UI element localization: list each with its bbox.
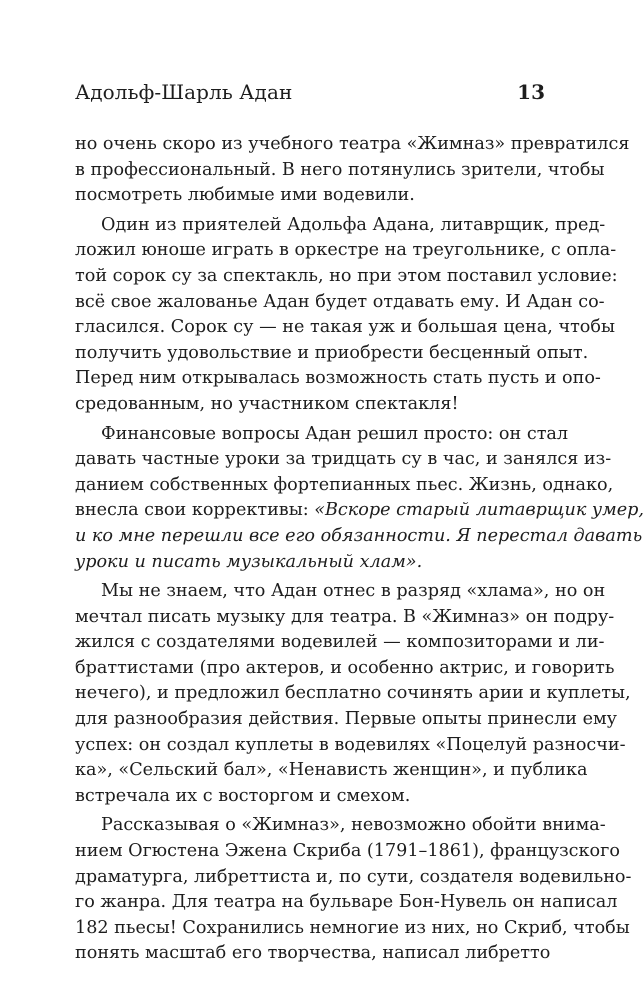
text-line: той сорок су за спектакль, но при этом поставил условие: xyxy=(75,265,618,286)
running-header xyxy=(75,80,545,110)
text-line: Один из приятелей Адольфа Адана, литаврщик, пред- xyxy=(101,214,606,235)
text-line: давать частные уроки за тридцать су в час, и занялся из- xyxy=(75,449,612,470)
text-line: 182 пьесы! Сохранились немногие из них, но Скриб, чтобы xyxy=(75,917,630,938)
text-line: браттистами (про актеров, и особенно актрис, и говорить xyxy=(75,657,615,678)
text-line xyxy=(75,498,644,524)
text-line: нием Огюстена Эжена Скриба (1791–1861), французского xyxy=(75,841,620,862)
text-line: данием собственных фортепианных пьес. Жизнь, однако, xyxy=(75,474,614,495)
quote-segment: «Вскоре старый литаврщик умер, xyxy=(314,500,644,521)
text-line: всё свое жалованье Адан будет отдавать ему. И Адан со- xyxy=(75,291,605,312)
text-line: Перед ним открывалась возможность стать пусть и опо- xyxy=(75,368,601,389)
text-line: успех: он создал куплеты в водевилях «Поцелуй разносчи- xyxy=(75,734,626,755)
running-title: Адольф-Шарль Адан xyxy=(75,80,293,104)
text-line: жился с создателями водевилей — композиторами и ли- xyxy=(75,632,605,653)
text-line: посмотреть любимые ими водевили. xyxy=(75,185,415,206)
text-line: Финансовые вопросы Адан решил просто: он стал xyxy=(101,423,569,444)
text-segment: внесла свои коррективы: xyxy=(75,500,315,521)
text-line: для разнообразия действия. Первые опыты принесли ему xyxy=(75,709,618,730)
page-number: 13 xyxy=(517,80,545,104)
text-line: понять масштаб его творчества, написал либретто xyxy=(75,943,551,964)
text-line: встречала их с восторгом и смехом. xyxy=(75,785,411,806)
quote-line: уроки и писать музыкальный хлам». xyxy=(75,551,423,572)
text-line: ложил юноше играть в оркестре на треугольнике, с опла- xyxy=(75,240,617,261)
text-line: нечего), и предложил бесплатно сочинять арии и куплеты, xyxy=(75,683,631,704)
text-line: гласился. Сорок су — не такая уж и большая цена, чтобы xyxy=(75,317,615,338)
text-line: Мы не знаем, что Адан отнес в разряд «хлама», но он xyxy=(101,581,606,602)
text-line: но очень скоро из учебного театра «Жимназ» превратился xyxy=(75,134,630,154)
text-line: ка», «Сельский бал», «Ненависть женщин», и публика xyxy=(75,760,588,781)
text-line: Рассказывая о «Жимназ», невозможно обойти внима- xyxy=(101,815,606,836)
text-line: го жанра. Для театра на бульваре Бон-Нувель он написал xyxy=(75,892,618,913)
text-line: средованным, но участником спектакля! xyxy=(75,393,459,414)
text-line: в профессиональный. В него потянулись зрители, чтобы xyxy=(75,159,605,180)
text-line: драматурга, либреттиста и, по сути, создателя водевильно- xyxy=(75,866,632,887)
text-line: получить удовольствие и приобрести бесценный опыт. xyxy=(75,342,589,363)
body-text xyxy=(75,132,644,967)
text-line: мечтал писать музыку для театра. В «Жимназ» он подру- xyxy=(75,606,615,627)
quote-line: и ко мне перешли все его обязанности. Я перестал давать xyxy=(75,525,643,546)
